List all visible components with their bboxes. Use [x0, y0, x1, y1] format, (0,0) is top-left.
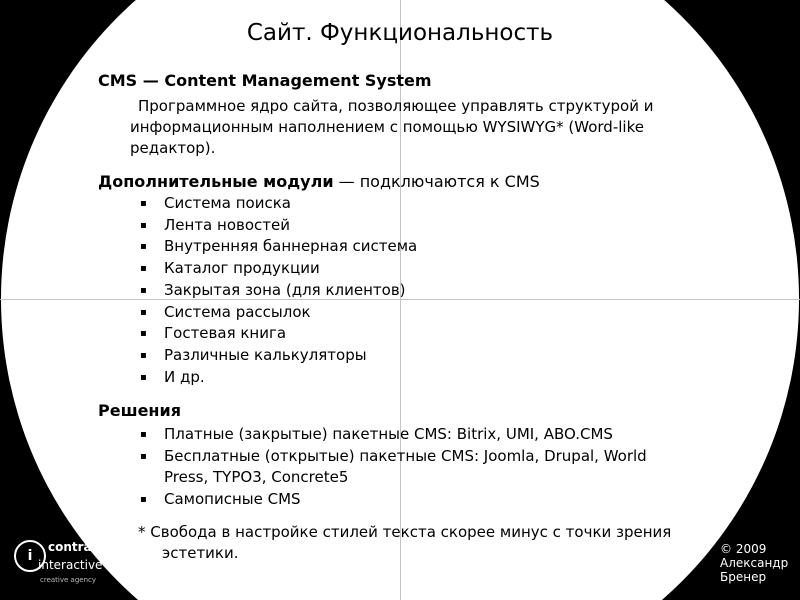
cms-heading: CMS — Content Management System	[98, 71, 432, 90]
module-item: ▪ Система рассылок	[140, 302, 417, 324]
cms-description-line: редактор).	[130, 139, 216, 157]
cms-description-line: информационным наполнением с помощью WYSIWYG* (Word-like	[130, 118, 644, 136]
logo-line-1: contrast	[48, 540, 105, 554]
slide-title: Сайт. Функциональность	[246, 20, 554, 46]
module-item: ▪ Внутренняя баннерная система	[140, 236, 417, 258]
module-item: ▪ Каталог продукции	[140, 258, 417, 280]
contrast-interactive-logo	[14, 538, 114, 590]
footnote-line: эстетики.	[162, 544, 239, 562]
copyright-line: Александр	[720, 556, 789, 570]
modules-heading	[98, 172, 540, 191]
module-item: ▪ Различные калькуляторы	[140, 345, 417, 367]
solution-item: ▪ Платные (закрытые) пакетные CMS: Bitrix, UMI, ABO.CMS	[140, 424, 680, 446]
module-item: ▪ Закрытая зона (для клиентов)	[140, 280, 417, 302]
copyright	[720, 542, 788, 584]
cms-description	[130, 96, 690, 159]
footnote-line: * Свобода в настройке стилей текста скорее минус с точки зрения	[138, 523, 672, 541]
modules-heading-title: Дополнительные модули	[98, 172, 334, 191]
logo-line-2: interactive	[38, 558, 103, 572]
copyright-line: Бренер	[720, 570, 767, 584]
module-item: ▪ Лента новостей	[140, 215, 417, 237]
modules-heading-tail: — подключаются к CMS	[333, 172, 540, 191]
logo-symbol-icon: i	[14, 540, 46, 572]
solutions-list	[140, 424, 680, 511]
modules-list	[140, 193, 417, 388]
copyright-line: © 2009	[720, 542, 767, 556]
module-item: ▪ И др.	[140, 367, 417, 389]
solution-item: ▪ Самописные CMS	[140, 489, 680, 511]
solutions-heading: Решения	[98, 401, 181, 420]
logo-line-3: creative agency	[40, 576, 96, 584]
cms-description-line: Программное ядро сайта, позволяющее управлять структурой и	[138, 97, 654, 115]
solution-item: ▪ Бесплатные (открытые) пакетные CMS: Joomla, Drupal, World Press, TYPO3, Concrete5	[140, 446, 680, 489]
module-item: ▪ Гостевая книга	[140, 323, 417, 345]
footnote	[138, 522, 708, 564]
module-item: ▪ Система поиска	[140, 193, 417, 215]
